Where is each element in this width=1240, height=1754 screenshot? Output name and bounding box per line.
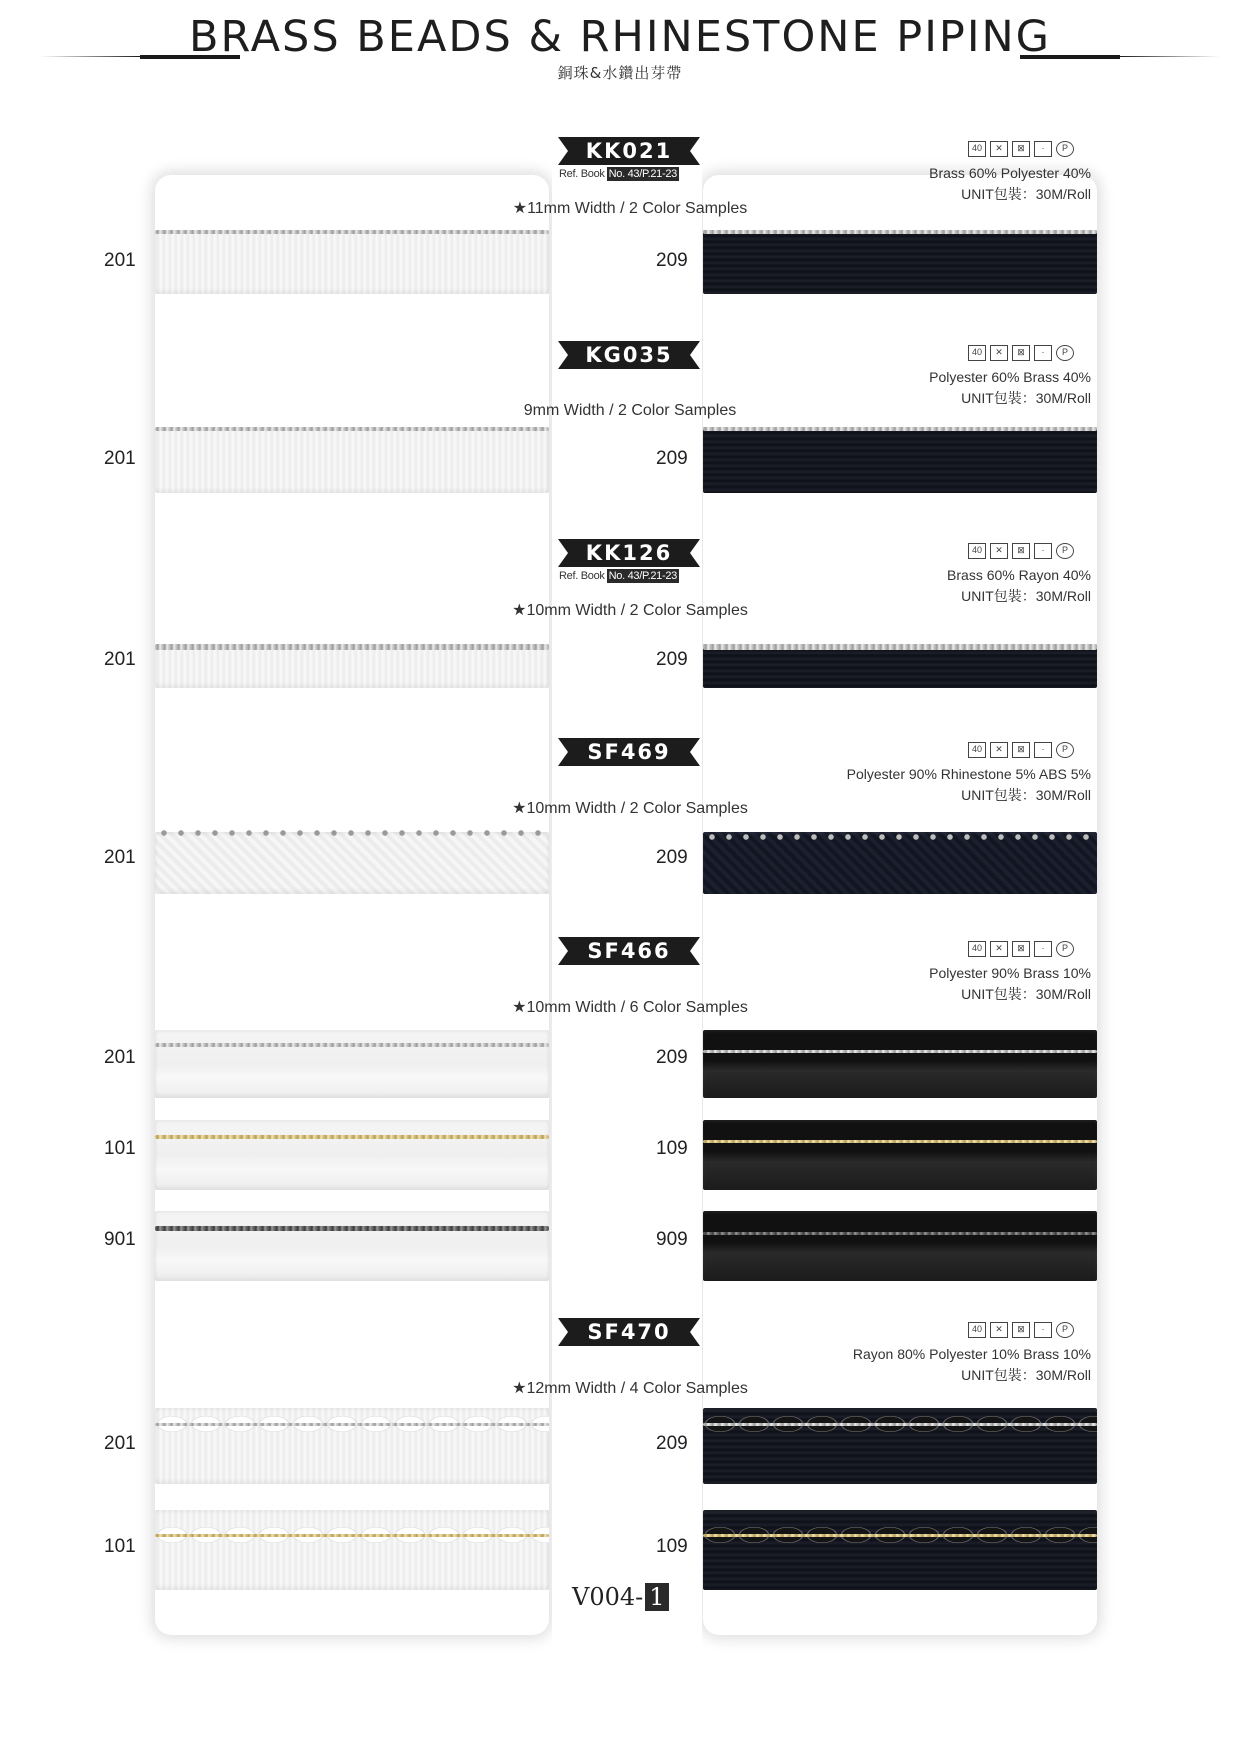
bead-trim [155, 644, 549, 650]
bead-trim [703, 1423, 1097, 1426]
no-tumble-dry-icon: ⊠ [1012, 742, 1030, 758]
no-tumble-dry-icon: ⊠ [1012, 345, 1030, 361]
sample-swatch-black [703, 1211, 1097, 1281]
sample-swatch-white [155, 1120, 549, 1190]
bead-trim [703, 427, 1097, 431]
page-code: V004- [572, 1583, 644, 1611]
product-ribbon [558, 137, 700, 165]
bead-trim [155, 1534, 549, 1537]
product-code: SF470 [587, 1320, 671, 1344]
sample-swatch-black [703, 832, 1097, 894]
sample-swatch-white [155, 1030, 549, 1098]
bead-trim [155, 427, 549, 431]
unit-info: UNIT包裝：30M/Roll [961, 588, 1091, 604]
color-code-left: 201 [104, 1047, 136, 1068]
bead-trim [703, 230, 1097, 234]
color-code-left: 201 [104, 649, 136, 670]
unit-info: UNIT包裝：30M/Roll [961, 186, 1091, 202]
product-ribbon [558, 539, 700, 567]
unit-info: UNIT包裝：30M/Roll [961, 986, 1091, 1002]
wash-40-icon: 40 [968, 141, 986, 157]
wash-40-icon: 40 [968, 543, 986, 559]
product-ribbon [558, 341, 700, 369]
page-number-box: 1 [645, 1583, 668, 1611]
sample-swatch-black [703, 427, 1097, 493]
no-bleach-icon: ✕ [990, 345, 1008, 361]
ref-book-number: No. 43/P.21-23 [608, 168, 677, 180]
width-spec: 9mm Width / 2 Color Samples [523, 402, 737, 419]
ref-book-label: Ref. Book [559, 168, 605, 180]
color-code-right: 109 [656, 1138, 688, 1159]
color-code-right: 209 [656, 1047, 688, 1068]
sample-swatch-white [155, 427, 549, 493]
width-spec: ★10mm Width / 2 Color Samples [512, 800, 748, 817]
dry-clean-icon: P [1056, 345, 1074, 361]
composition: Brass 60% Rayon 40% [947, 567, 1091, 583]
rhinestone-trim [160, 830, 549, 836]
composition: Rayon 80% Polyester 10% Brass 10% [852, 1346, 1091, 1362]
bead-trim [155, 1226, 549, 1231]
care-icons [968, 342, 1092, 364]
care-icons [968, 540, 1092, 562]
sample-swatch-white [155, 644, 549, 688]
color-code-left: 201 [104, 1433, 136, 1454]
width-spec: ★10mm Width / 2 Color Samples [512, 602, 748, 619]
color-code-left: 901 [104, 1229, 136, 1250]
iron-low-icon: · [1034, 141, 1052, 157]
color-code-left: 201 [104, 250, 136, 271]
color-code-right: 209 [656, 448, 688, 469]
color-code-right: 109 [656, 1536, 688, 1557]
sample-swatch-black [703, 1510, 1097, 1590]
color-code-right: 209 [656, 250, 688, 271]
no-bleach-icon: ✕ [990, 1322, 1008, 1338]
color-code-left: 101 [104, 1536, 136, 1557]
iron-low-icon: · [1034, 1322, 1052, 1338]
sample-swatch-black [703, 230, 1097, 294]
no-tumble-dry-icon: ⊠ [1012, 543, 1030, 559]
sample-swatch-black [703, 1030, 1097, 1098]
no-tumble-dry-icon: ⊠ [1012, 1322, 1030, 1338]
dry-clean-icon: P [1056, 543, 1074, 559]
no-bleach-icon: ✕ [990, 742, 1008, 758]
color-code-right: 209 [656, 1433, 688, 1454]
no-bleach-icon: ✕ [990, 141, 1008, 157]
composition: Polyester 90% Rhinestone 5% ABS 5% [846, 766, 1091, 782]
color-code-left: 201 [104, 847, 136, 868]
sample-swatch-white [155, 1211, 549, 1281]
bead-trim [155, 1043, 549, 1047]
width-spec: ★11mm Width / 2 Color Samples [512, 200, 748, 217]
bead-trim [703, 1140, 1097, 1143]
wash-40-icon: 40 [968, 345, 986, 361]
wash-40-icon: 40 [968, 941, 986, 957]
bead-trim [155, 1135, 549, 1139]
care-icons [968, 1319, 1092, 1341]
iron-low-icon: · [1034, 345, 1052, 361]
no-bleach-icon: ✕ [990, 543, 1008, 559]
product-code: KG035 [585, 343, 673, 367]
color-code-left: 201 [104, 448, 136, 469]
bead-trim [703, 644, 1097, 650]
ref-book-number: No. 43/P.21-23 [608, 570, 677, 582]
page-subtitle: 銅珠&水鑽出芽帶 [557, 64, 683, 82]
product-code: KK021 [585, 139, 673, 163]
dry-clean-icon: P [1056, 742, 1074, 758]
care-icons [968, 938, 1092, 960]
ref-book [559, 570, 679, 582]
center-gap [552, 150, 702, 1650]
page-number [572, 1583, 669, 1611]
width-spec: ★12mm Width / 4 Color Samples [512, 1380, 748, 1397]
product-code: SF466 [587, 939, 671, 963]
dry-clean-icon: P [1056, 941, 1074, 957]
wash-40-icon: 40 [968, 742, 986, 758]
iron-low-icon: · [1034, 742, 1052, 758]
product-code: SF469 [587, 740, 671, 764]
bead-trim [703, 1050, 1097, 1053]
product-ribbon [558, 1318, 700, 1346]
no-tumble-dry-icon: ⊠ [1012, 941, 1030, 957]
wash-40-icon: 40 [968, 1322, 986, 1338]
composition: Brass 60% Polyester 40% [929, 165, 1091, 181]
ref-book [559, 168, 679, 180]
sample-swatch-white [155, 832, 549, 894]
color-code-left: 101 [104, 1138, 136, 1159]
dry-clean-icon: P [1056, 141, 1074, 157]
bead-trim [155, 230, 549, 234]
care-icons [968, 739, 1092, 761]
bead-trim [703, 1534, 1097, 1537]
bead-trim [703, 1232, 1097, 1235]
sample-swatch-black [703, 1120, 1097, 1190]
unit-info: UNIT包裝：30M/Roll [961, 390, 1091, 406]
bead-trim [155, 1423, 549, 1426]
no-bleach-icon: ✕ [990, 941, 1008, 957]
ref-book-label: Ref. Book [559, 570, 605, 582]
unit-info: UNIT包裝：30M/Roll [961, 1367, 1091, 1383]
dry-clean-icon: P [1056, 1322, 1074, 1338]
sample-swatch-black [703, 644, 1097, 688]
composition: Polyester 60% Brass 40% [929, 369, 1091, 385]
iron-low-icon: · [1034, 941, 1052, 957]
care-icons [968, 138, 1092, 160]
unit-info: UNIT包裝：30M/Roll [961, 787, 1091, 803]
sample-swatch-white [155, 1510, 549, 1590]
product-ribbon [558, 937, 700, 965]
composition: Polyester 90% Brass 10% [929, 965, 1091, 981]
rhinestone-trim [708, 834, 1097, 840]
iron-low-icon: · [1034, 543, 1052, 559]
width-spec: ★10mm Width / 6 Color Samples [512, 999, 748, 1016]
color-code-right: 909 [656, 1229, 688, 1250]
product-ribbon [558, 738, 700, 766]
sample-swatch-white [155, 230, 549, 294]
page-title: BRASS BEADS & RHINESTONE PIPING [188, 12, 1051, 62]
no-tumble-dry-icon: ⊠ [1012, 141, 1030, 157]
product-code: KK126 [585, 541, 673, 565]
color-code-right: 209 [656, 649, 688, 670]
color-code-right: 209 [656, 847, 688, 868]
